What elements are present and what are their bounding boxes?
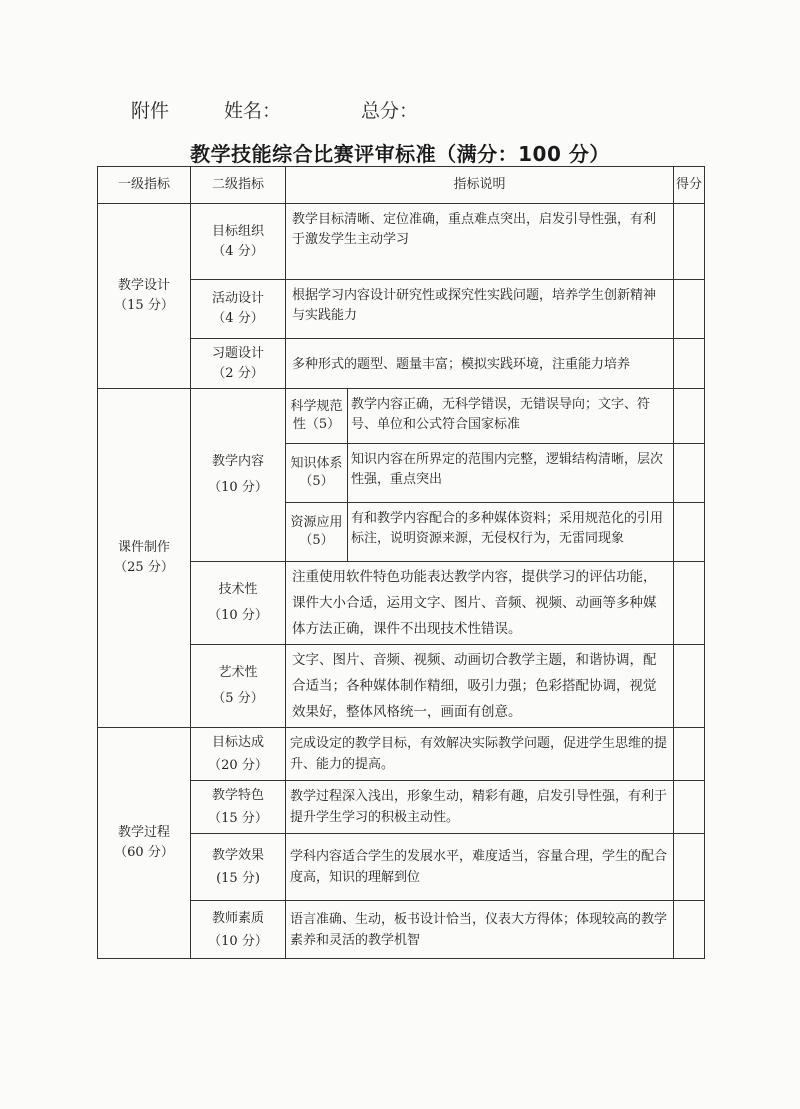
level2-cell bbox=[191, 204, 286, 280]
table-header-row bbox=[98, 167, 705, 204]
level1-name: 教学设计 bbox=[117, 278, 170, 293]
col-header-level2: 二级指标 bbox=[191, 167, 286, 204]
level2-name: 习题设计 bbox=[211, 345, 264, 361]
description-cell: 注重使用软件特色功能表达教学内容，提供学习的评估功能，课件大小合适，运用文字、图片、音频、视频、动画等多种媒体方法正确，课件不出现技术性错误。 bbox=[286, 562, 674, 645]
level3-name: 知识体系（5） bbox=[286, 444, 348, 503]
score-cell[interactable] bbox=[674, 204, 705, 280]
level2-score: （15 分） bbox=[208, 811, 268, 826]
score-cell[interactable] bbox=[674, 781, 705, 834]
level2-score: （10 分） bbox=[208, 608, 268, 623]
score-cell[interactable] bbox=[674, 339, 705, 389]
description-cell: 文字、图片、音频、视频、动画切合教学主题，和谐协调，配合适当；各种媒体制作精细，吸引力强；色彩搭配协调，视觉效果好，整体风格统一，画面有创意。 bbox=[286, 645, 674, 728]
level2-name: 教学效果 bbox=[211, 848, 264, 863]
level2-name: 目标达成 bbox=[211, 735, 264, 750]
level2-cell bbox=[191, 389, 286, 562]
description-cell: 完成设定的教学目标，有效解决实际教学问题，促进学生思维的提升、能力的提高。 bbox=[286, 728, 674, 781]
document-title: 教学技能综合比赛评审标准（满分：100 分） bbox=[190, 142, 610, 166]
level3-name: 科学规范性（5） bbox=[286, 389, 348, 444]
score-cell[interactable] bbox=[674, 503, 705, 562]
score-cell[interactable] bbox=[674, 562, 705, 645]
level2-cell bbox=[191, 280, 286, 339]
level1-score: （60 分） bbox=[114, 845, 174, 860]
level2-score: （4 分） bbox=[212, 243, 264, 259]
level2-score: （4 分） bbox=[212, 311, 264, 326]
level2-name: 技术性 bbox=[218, 582, 258, 597]
level1-name: 教学过程 bbox=[117, 825, 170, 840]
level2-name: 艺术性 bbox=[218, 665, 258, 680]
level1-score: （25 分） bbox=[114, 560, 174, 575]
level2-name: 教师素质 bbox=[211, 910, 264, 926]
header-line bbox=[0, 96, 800, 122]
level2-score: （20 分） bbox=[208, 758, 268, 773]
description-cell: 知识内容在所界定的范围内完整，逻辑结构清晰，层次性强，重点突出 bbox=[348, 444, 674, 503]
description-cell: 学科内容适合学生的发展水平，难度适当，容量合理，学生的配合度高，知识的理解到位 bbox=[286, 834, 674, 901]
score-cell[interactable] bbox=[674, 280, 705, 339]
level2-name: 活动设计 bbox=[211, 291, 264, 306]
name-label: 姓名： bbox=[224, 100, 282, 122]
level2-cell bbox=[191, 781, 286, 834]
level1-name: 课件制作 bbox=[117, 540, 170, 555]
description-cell: 教学内容正确，无科学错误，无错误导向；文字、符号、单位和公式符合国家标准 bbox=[348, 389, 674, 444]
description-cell: 教学目标清晰、定位准确，重点难点突出，启发引导性强，有利于激发学生主动学习 bbox=[286, 204, 674, 280]
score-cell[interactable] bbox=[674, 645, 705, 728]
table-row bbox=[98, 389, 705, 444]
table-row bbox=[98, 204, 705, 280]
score-cell[interactable] bbox=[674, 834, 705, 901]
description-cell: 语言准确、生动，板书设计恰当，仪表大方得体；体现较高的教学素养和灵活的教学机智 bbox=[286, 901, 674, 959]
level2-name: 目标组织 bbox=[211, 223, 264, 239]
level1-cell bbox=[98, 204, 191, 389]
score-cell[interactable] bbox=[674, 728, 705, 781]
col-header-score: 得分 bbox=[674, 167, 705, 204]
description-cell: 根据学习内容设计研究性或探究性实践问题，培养学生创新精神与实践能力 bbox=[286, 280, 674, 339]
level2-name: 教学内容 bbox=[211, 454, 264, 469]
level2-score: (15 分) bbox=[216, 871, 260, 886]
level2-cell bbox=[191, 339, 286, 389]
col-header-level1: 一级指标 bbox=[98, 167, 191, 204]
level2-score: （10 分） bbox=[208, 480, 268, 495]
description-cell: 教学过程深入浅出，形象生动，精彩有趣，启发引导性强，有利于提升学生学习的积极主动性。 bbox=[286, 781, 674, 834]
score-cell[interactable] bbox=[674, 444, 705, 503]
level2-score: （2 分） bbox=[212, 365, 264, 381]
total-score-label: 总分： bbox=[361, 100, 419, 122]
description-cell: 有和教学内容配合的多种媒体资料；采用规范化的引用标注，说明资源来源，无侵权行为，无雷同现象 bbox=[348, 503, 674, 562]
level3-name: 资源应用（5） bbox=[286, 503, 348, 562]
attachment-label: 附件 bbox=[131, 100, 170, 122]
col-header-description: 指标说明 bbox=[286, 167, 674, 204]
score-cell[interactable] bbox=[674, 901, 705, 959]
level1-score: （15 分） bbox=[114, 298, 174, 313]
level2-name: 教学特色 bbox=[211, 788, 264, 803]
level2-cell bbox=[191, 901, 286, 959]
level2-cell bbox=[191, 728, 286, 781]
level1-cell bbox=[98, 389, 191, 728]
level2-cell bbox=[191, 834, 286, 901]
level2-cell bbox=[191, 562, 286, 645]
level2-cell bbox=[191, 645, 286, 728]
level2-score: （5 分） bbox=[212, 691, 264, 706]
table-row bbox=[98, 728, 705, 781]
level1-cell bbox=[98, 728, 191, 959]
score-cell[interactable] bbox=[674, 389, 705, 444]
scoring-table bbox=[97, 166, 705, 959]
level2-score: （10 分） bbox=[208, 933, 268, 949]
description-cell: 多种形式的题型、题量丰富；模拟实践环境，注重能力培养 bbox=[286, 339, 674, 389]
